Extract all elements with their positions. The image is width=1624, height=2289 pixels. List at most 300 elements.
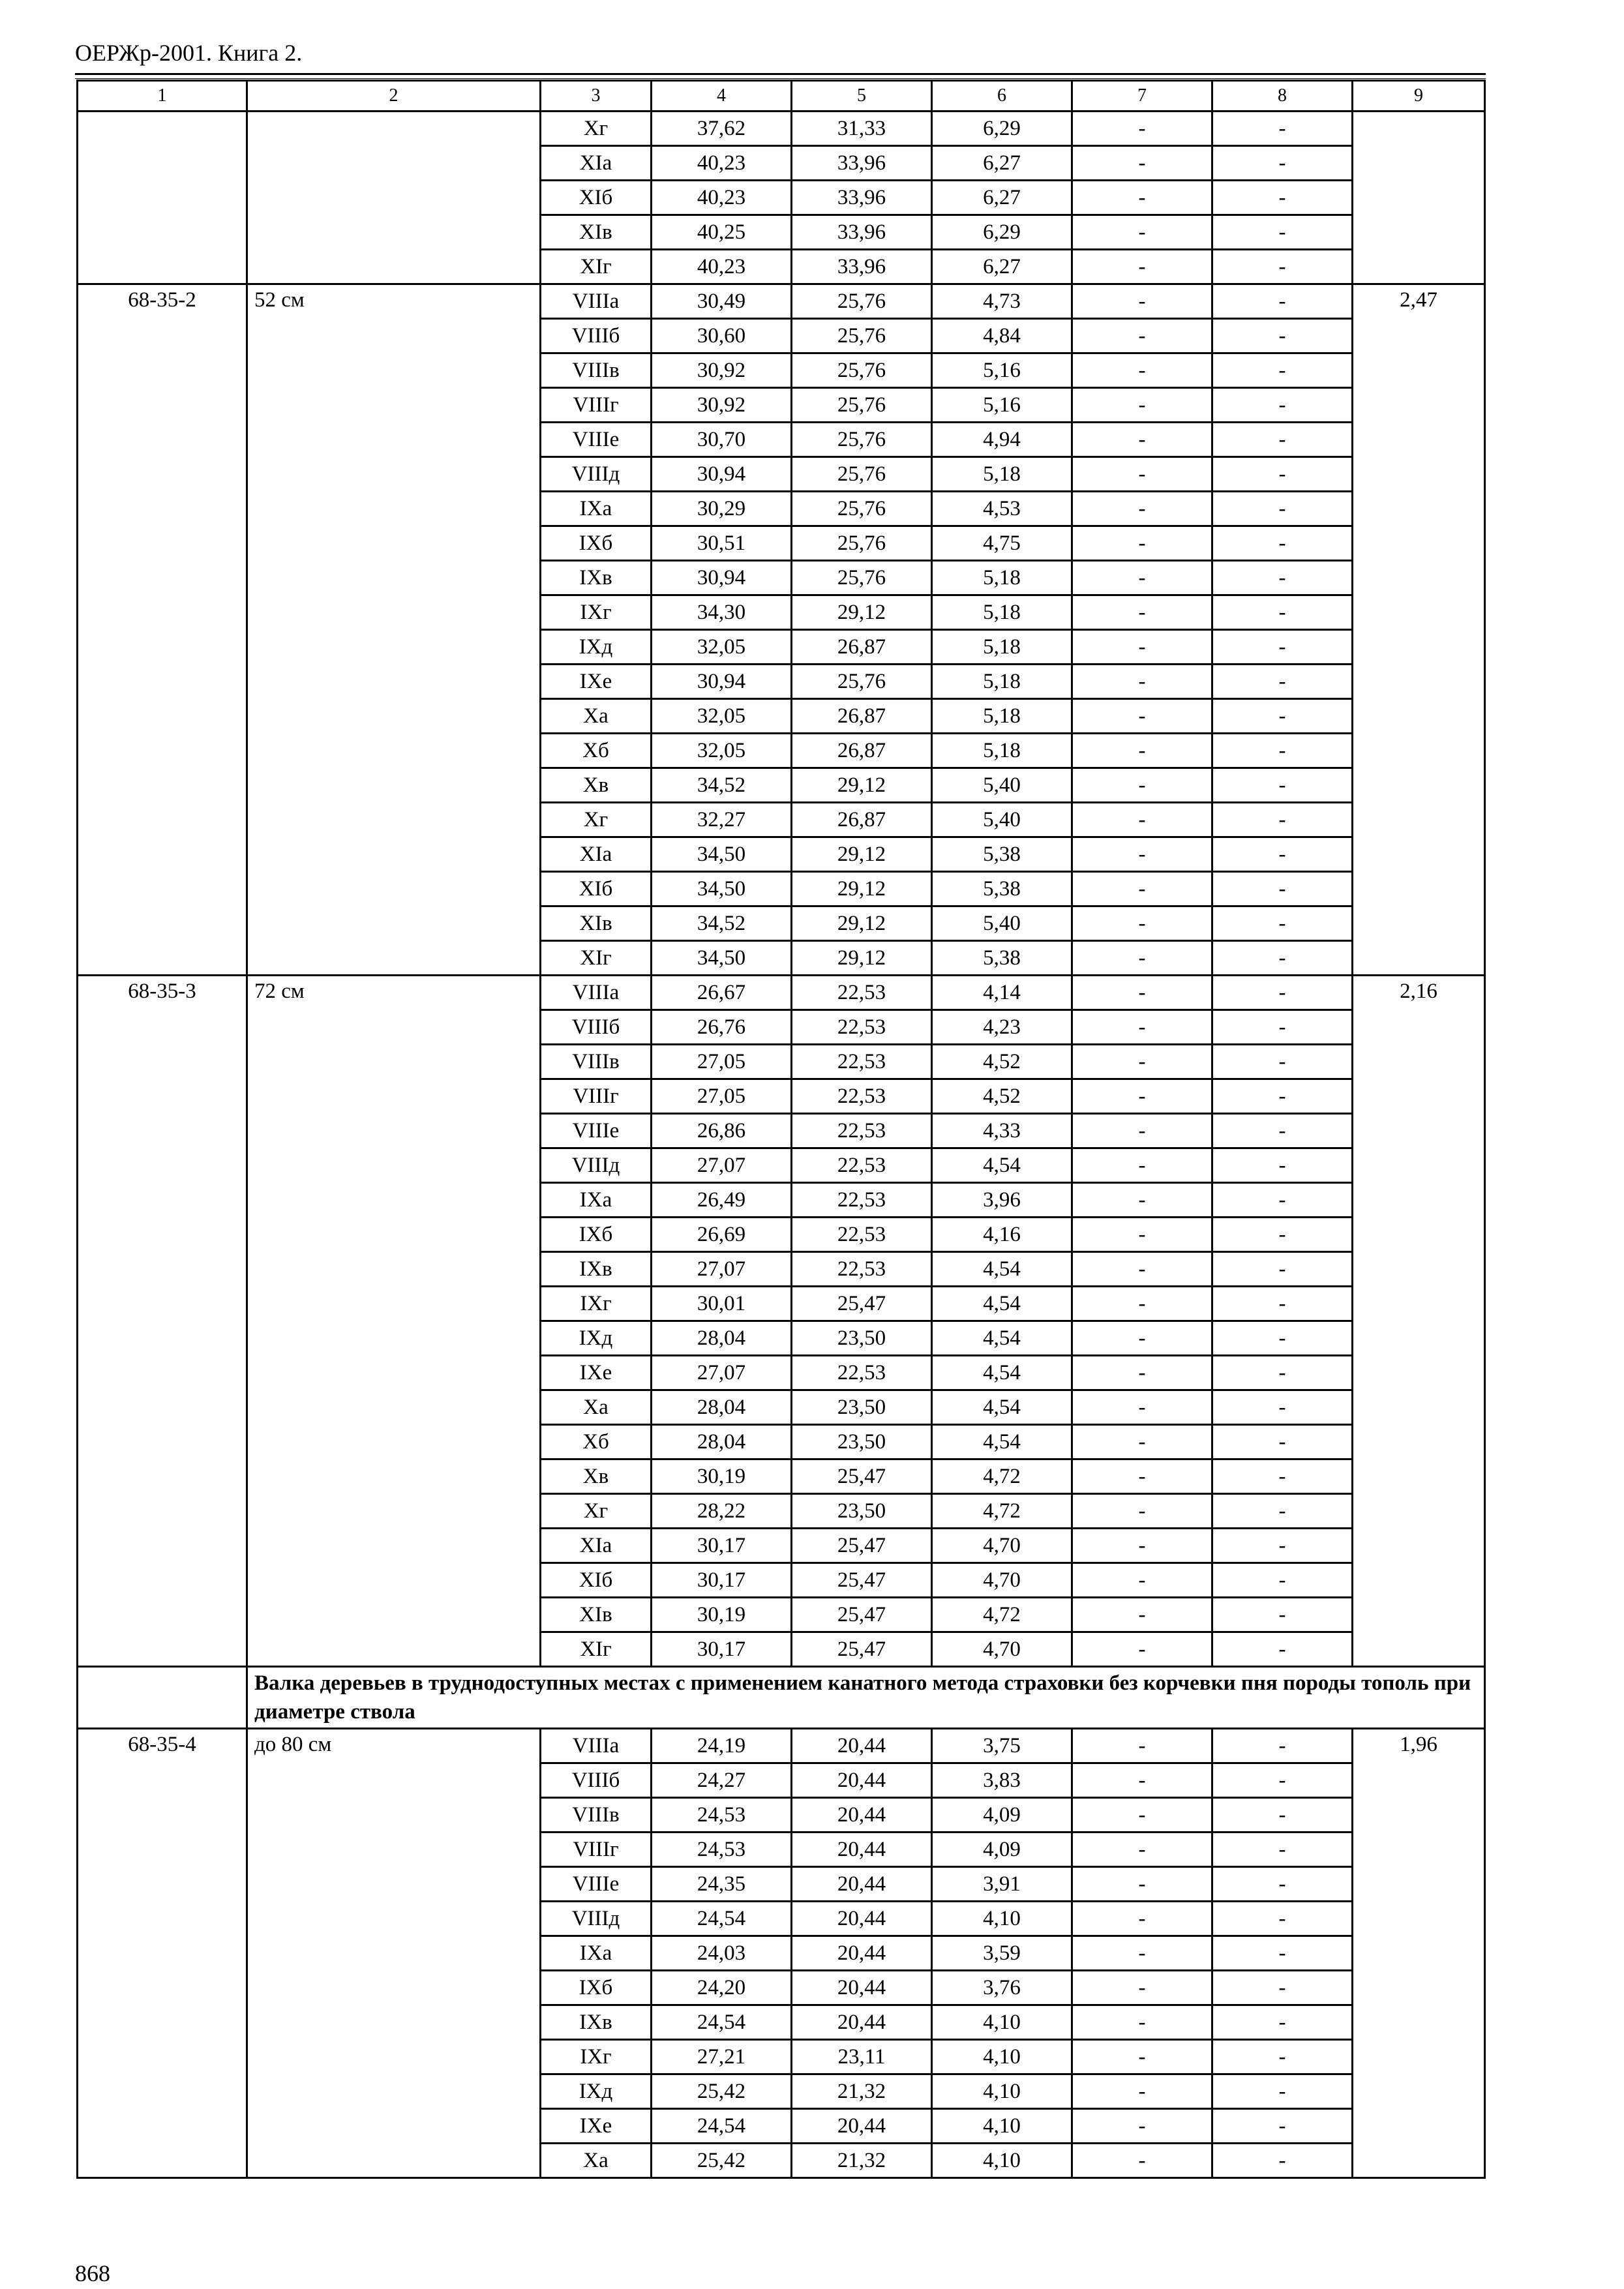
value-cell-7: - [1072, 1321, 1212, 1356]
value-cell-8: - [1212, 1971, 1353, 2005]
value-cell-8: - [1212, 941, 1353, 976]
column-number-row [78, 81, 1485, 112]
value-cell-7: - [1072, 423, 1212, 457]
col9-cell: 2,16 [1353, 976, 1485, 1667]
column-number: 5 [792, 81, 932, 112]
value-cell-4: 30,94 [652, 665, 792, 699]
value-cell-5: 25,47 [792, 1598, 932, 1632]
name-cell: 52 см [247, 284, 541, 976]
value-cell-5: 22,53 [792, 1148, 932, 1183]
value-cell-7: - [1072, 734, 1212, 768]
value-cell-7: - [1072, 1079, 1212, 1114]
category-cell: VIIIд [541, 1148, 652, 1183]
value-cell-5: 20,44 [792, 1936, 932, 1971]
value-cell-7: - [1072, 906, 1212, 941]
column-number: 4 [652, 81, 792, 112]
value-cell-8: - [1212, 1425, 1353, 1459]
value-cell-8: - [1212, 1148, 1353, 1183]
column-number: 6 [932, 81, 1072, 112]
value-cell-7: - [1072, 1529, 1212, 1563]
column-number: 9 [1353, 81, 1485, 112]
value-cell-5: 25,76 [792, 353, 932, 388]
code-cell [78, 1667, 247, 1729]
value-cell-4: 30,49 [652, 284, 792, 319]
value-cell-5: 21,32 [792, 2144, 932, 2178]
value-cell-8: - [1212, 1079, 1353, 1114]
value-cell-8: - [1212, 1010, 1353, 1045]
category-cell: VIIIг [541, 388, 652, 423]
value-cell-5: 29,12 [792, 837, 932, 872]
value-cell-5: 22,53 [792, 1218, 932, 1252]
value-cell-6: 4,09 [932, 1798, 1072, 1833]
category-cell: IXд [541, 2074, 652, 2109]
value-cell-8: - [1212, 699, 1353, 734]
value-cell-7: - [1072, 1114, 1212, 1148]
value-cell-7: - [1072, 561, 1212, 595]
col9-cell [1353, 112, 1485, 284]
value-cell-8: - [1212, 1763, 1353, 1798]
category-cell: IXг [541, 1287, 652, 1321]
value-cell-4: 30,19 [652, 1598, 792, 1632]
value-cell-4: 30,92 [652, 388, 792, 423]
category-cell: Xг [541, 1494, 652, 1529]
value-cell-6: 4,52 [932, 1079, 1072, 1114]
value-cell-5: 26,87 [792, 803, 932, 837]
value-cell-8: - [1212, 665, 1353, 699]
value-cell-6: 3,75 [932, 1729, 1072, 1763]
value-cell-8: - [1212, 734, 1353, 768]
value-cell-6: 6,27 [932, 250, 1072, 284]
value-cell-7: - [1072, 837, 1212, 872]
table-row [78, 112, 1485, 146]
value-cell-7: - [1072, 112, 1212, 146]
value-cell-8: - [1212, 872, 1353, 906]
value-cell-4: 30,92 [652, 353, 792, 388]
category-cell: VIIIе [541, 1867, 652, 1902]
value-cell-7: - [1072, 595, 1212, 630]
value-cell-4: 30,17 [652, 1529, 792, 1563]
value-cell-8: - [1212, 1356, 1353, 1390]
value-cell-6: 4,73 [932, 284, 1072, 319]
value-cell-4: 28,04 [652, 1321, 792, 1356]
value-cell-6: 5,40 [932, 768, 1072, 803]
value-cell-7: - [1072, 2074, 1212, 2109]
value-cell-5: 25,47 [792, 1563, 932, 1598]
value-cell-8: - [1212, 1114, 1353, 1148]
page-number: 868 [75, 2260, 110, 2286]
value-cell-8: - [1212, 492, 1353, 526]
value-cell-4: 30,17 [652, 1563, 792, 1598]
value-cell-6: 4,70 [932, 1632, 1072, 1667]
category-cell: VIIIб [541, 1763, 652, 1798]
value-cell-7: - [1072, 1902, 1212, 1936]
value-cell-6: 4,72 [932, 1598, 1072, 1632]
value-cell-8: - [1212, 1459, 1353, 1494]
value-cell-6: 5,18 [932, 734, 1072, 768]
column-number: 1 [78, 81, 247, 112]
value-cell-7: - [1072, 1390, 1212, 1425]
value-cell-4: 27,07 [652, 1252, 792, 1287]
page-header-title: ОЕРЖр-2001. Книга 2. [75, 40, 303, 66]
value-cell-4: 32,27 [652, 803, 792, 837]
column-number: 8 [1212, 81, 1353, 112]
value-cell-7: - [1072, 872, 1212, 906]
value-cell-5: 20,44 [792, 1763, 932, 1798]
category-cell: IXа [541, 492, 652, 526]
value-cell-7: - [1072, 492, 1212, 526]
value-cell-8: - [1212, 284, 1353, 319]
value-cell-6: 4,10 [932, 1902, 1072, 1936]
value-cell-8: - [1212, 526, 1353, 561]
table-row [78, 284, 1485, 319]
value-cell-7: - [1072, 1598, 1212, 1632]
category-cell: XIг [541, 250, 652, 284]
value-cell-6: 3,91 [932, 1867, 1072, 1902]
category-cell: VIIIд [541, 457, 652, 492]
value-cell-4: 34,30 [652, 595, 792, 630]
value-cell-4: 24,53 [652, 1833, 792, 1867]
value-cell-4: 26,67 [652, 976, 792, 1010]
section-heading-row [78, 1667, 1485, 1729]
value-cell-5: 22,53 [792, 1010, 932, 1045]
value-cell-8: - [1212, 215, 1353, 250]
value-cell-6: 4,09 [932, 1833, 1072, 1867]
value-cell-6: 4,54 [932, 1287, 1072, 1321]
value-cell-6: 4,14 [932, 976, 1072, 1010]
category-cell: IXг [541, 595, 652, 630]
value-cell-4: 24,35 [652, 1867, 792, 1902]
value-cell-8: - [1212, 803, 1353, 837]
value-cell-4: 24,03 [652, 1936, 792, 1971]
value-cell-5: 20,44 [792, 1971, 932, 2005]
value-cell-5: 25,76 [792, 561, 932, 595]
value-cell-4: 24,27 [652, 1763, 792, 1798]
value-cell-4: 37,62 [652, 112, 792, 146]
value-cell-8: - [1212, 112, 1353, 146]
value-cell-6: 4,70 [932, 1563, 1072, 1598]
value-cell-7: - [1072, 803, 1212, 837]
category-cell: IXб [541, 526, 652, 561]
value-cell-6: 3,59 [932, 1936, 1072, 1971]
value-cell-4: 30,94 [652, 561, 792, 595]
value-cell-4: 30,94 [652, 457, 792, 492]
value-cell-5: 23,50 [792, 1494, 932, 1529]
category-cell: IXг [541, 2040, 652, 2074]
value-cell-5: 20,44 [792, 1867, 932, 1902]
value-cell-4: 30,01 [652, 1287, 792, 1321]
value-cell-6: 4,53 [932, 492, 1072, 526]
value-cell-8: - [1212, 595, 1353, 630]
name-cell: до 80 см [247, 1729, 541, 2178]
value-cell-5: 29,12 [792, 906, 932, 941]
column-number: 7 [1072, 81, 1212, 112]
col9-cell: 2,47 [1353, 284, 1485, 976]
value-cell-6: 4,94 [932, 423, 1072, 457]
category-cell: Xа [541, 699, 652, 734]
category-cell: Xб [541, 1425, 652, 1459]
value-cell-6: 6,27 [932, 146, 1072, 181]
value-cell-6: 4,72 [932, 1459, 1072, 1494]
value-cell-8: - [1212, 1252, 1353, 1287]
value-cell-8: - [1212, 1494, 1353, 1529]
value-cell-4: 40,25 [652, 215, 792, 250]
value-cell-8: - [1212, 1632, 1353, 1667]
value-cell-5: 20,44 [792, 1798, 932, 1833]
value-cell-5: 25,76 [792, 423, 932, 457]
category-cell: Xа [541, 2144, 652, 2178]
value-cell-6: 4,23 [932, 1010, 1072, 1045]
value-cell-5: 33,96 [792, 146, 932, 181]
value-cell-6: 3,76 [932, 1971, 1072, 2005]
category-cell: VIIIд [541, 1902, 652, 1936]
category-cell: Xг [541, 803, 652, 837]
category-cell: VIIIа [541, 1729, 652, 1763]
value-cell-4: 28,04 [652, 1390, 792, 1425]
category-cell: Xа [541, 1390, 652, 1425]
value-cell-6: 5,18 [932, 457, 1072, 492]
category-cell: XIа [541, 837, 652, 872]
category-cell: XIб [541, 872, 652, 906]
value-cell-8: - [1212, 2144, 1353, 2178]
value-cell-6: 5,38 [932, 872, 1072, 906]
code-cell: 68-35-2 [78, 284, 247, 976]
value-cell-6: 6,29 [932, 112, 1072, 146]
section-heading: Валка деревьев в труднодоступных местах с применением канатного метода страховки без корчевки пня породы тополь при диаметре ствола [247, 1667, 1485, 1729]
value-cell-8: - [1212, 2109, 1353, 2144]
value-cell-6: 5,40 [932, 803, 1072, 837]
category-cell: XIб [541, 181, 652, 215]
value-cell-8: - [1212, 630, 1353, 665]
value-cell-7: - [1072, 526, 1212, 561]
value-cell-7: - [1072, 319, 1212, 353]
value-cell-7: - [1072, 2005, 1212, 2040]
category-cell: XIв [541, 906, 652, 941]
category-cell: XIв [541, 215, 652, 250]
value-cell-6: 4,70 [932, 1529, 1072, 1563]
category-cell: XIг [541, 1632, 652, 1667]
value-cell-8: - [1212, 2005, 1353, 2040]
column-number: 3 [541, 81, 652, 112]
value-cell-4: 28,04 [652, 1425, 792, 1459]
table-body [78, 81, 1485, 2178]
value-cell-8: - [1212, 768, 1353, 803]
value-cell-6: 4,10 [932, 2074, 1072, 2109]
value-cell-6: 5,18 [932, 665, 1072, 699]
category-cell: Xб [541, 734, 652, 768]
value-cell-7: - [1072, 2040, 1212, 2074]
value-cell-4: 34,52 [652, 768, 792, 803]
value-cell-7: - [1072, 941, 1212, 976]
value-cell-5: 33,96 [792, 250, 932, 284]
category-cell: Xг [541, 112, 652, 146]
value-cell-5: 25,47 [792, 1529, 932, 1563]
value-cell-6: 4,10 [932, 2005, 1072, 2040]
value-cell-6: 5,18 [932, 561, 1072, 595]
category-cell: IXа [541, 1936, 652, 1971]
value-cell-4: 27,07 [652, 1148, 792, 1183]
category-cell: VIIIа [541, 284, 652, 319]
price-table [76, 80, 1486, 2179]
value-cell-6: 4,54 [932, 1321, 1072, 1356]
value-cell-5: 25,47 [792, 1459, 932, 1494]
category-cell: IXе [541, 665, 652, 699]
value-cell-6: 3,96 [932, 1183, 1072, 1218]
value-cell-7: - [1072, 1936, 1212, 1971]
value-cell-7: - [1072, 1971, 1212, 2005]
category-cell: IXб [541, 1971, 652, 2005]
value-cell-6: 5,18 [932, 630, 1072, 665]
value-cell-5: 26,87 [792, 699, 932, 734]
value-cell-8: - [1212, 561, 1353, 595]
value-cell-5: 20,44 [792, 1833, 932, 1867]
category-cell: VIIIе [541, 423, 652, 457]
value-cell-4: 40,23 [652, 181, 792, 215]
value-cell-8: - [1212, 1321, 1353, 1356]
value-cell-7: - [1072, 630, 1212, 665]
value-cell-7: - [1072, 215, 1212, 250]
value-cell-5: 22,53 [792, 1183, 932, 1218]
value-cell-6: 5,16 [932, 388, 1072, 423]
category-cell: VIIIб [541, 1010, 652, 1045]
value-cell-8: - [1212, 388, 1353, 423]
value-cell-4: 30,51 [652, 526, 792, 561]
value-cell-8: - [1212, 423, 1353, 457]
header-rule [75, 73, 1486, 75]
value-cell-4: 34,50 [652, 837, 792, 872]
value-cell-6: 4,54 [932, 1425, 1072, 1459]
value-cell-4: 26,69 [652, 1218, 792, 1252]
value-cell-7: - [1072, 146, 1212, 181]
value-cell-6: 4,54 [932, 1148, 1072, 1183]
header-rule-thin [75, 78, 1486, 79]
category-cell: VIIIв [541, 353, 652, 388]
name-cell [247, 112, 541, 284]
value-cell-4: 24,20 [652, 1971, 792, 2005]
value-cell-5: 25,76 [792, 665, 932, 699]
value-cell-7: - [1072, 1833, 1212, 1867]
category-cell: XIб [541, 1563, 652, 1598]
value-cell-6: 4,54 [932, 1356, 1072, 1390]
value-cell-5: 22,53 [792, 1356, 932, 1390]
value-cell-8: - [1212, 976, 1353, 1010]
value-cell-5: 26,87 [792, 734, 932, 768]
value-cell-5: 22,53 [792, 1079, 932, 1114]
value-cell-6: 5,18 [932, 595, 1072, 630]
value-cell-6: 4,54 [932, 1252, 1072, 1287]
value-cell-6: 4,75 [932, 526, 1072, 561]
value-cell-6: 5,38 [932, 837, 1072, 872]
value-cell-5: 25,76 [792, 319, 932, 353]
value-cell-8: - [1212, 1867, 1353, 1902]
value-cell-5: 25,76 [792, 492, 932, 526]
value-cell-5: 25,47 [792, 1287, 932, 1321]
value-cell-4: 30,70 [652, 423, 792, 457]
value-cell-8: - [1212, 837, 1353, 872]
value-cell-7: - [1072, 1045, 1212, 1079]
value-cell-6: 6,29 [932, 215, 1072, 250]
category-cell: XIа [541, 146, 652, 181]
value-cell-5: 20,44 [792, 1729, 932, 1763]
value-cell-6: 4,16 [932, 1218, 1072, 1252]
value-cell-6: 4,72 [932, 1494, 1072, 1529]
value-cell-7: - [1072, 181, 1212, 215]
value-cell-5: 25,76 [792, 457, 932, 492]
value-cell-4: 30,29 [652, 492, 792, 526]
value-cell-5: 25,76 [792, 284, 932, 319]
value-cell-4: 25,42 [652, 2144, 792, 2178]
value-cell-7: - [1072, 1729, 1212, 1763]
value-cell-4: 32,05 [652, 699, 792, 734]
value-cell-7: - [1072, 665, 1212, 699]
value-cell-4: 25,42 [652, 2074, 792, 2109]
value-cell-5: 25,76 [792, 526, 932, 561]
value-cell-6: 4,10 [932, 2040, 1072, 2074]
category-cell: XIв [541, 1598, 652, 1632]
category-cell: IXе [541, 1356, 652, 1390]
value-cell-7: - [1072, 1632, 1212, 1667]
value-cell-5: 29,12 [792, 872, 932, 906]
value-cell-7: - [1072, 1798, 1212, 1833]
value-cell-4: 26,86 [652, 1114, 792, 1148]
code-cell [78, 112, 247, 284]
value-cell-7: - [1072, 457, 1212, 492]
value-cell-5: 20,44 [792, 2005, 932, 2040]
value-cell-6: 4,52 [932, 1045, 1072, 1079]
value-cell-8: - [1212, 250, 1353, 284]
value-cell-5: 26,87 [792, 630, 932, 665]
value-cell-7: - [1072, 284, 1212, 319]
value-cell-5: 23,50 [792, 1425, 932, 1459]
value-cell-4: 26,49 [652, 1183, 792, 1218]
value-cell-5: 25,76 [792, 388, 932, 423]
value-cell-4: 24,54 [652, 2109, 792, 2144]
value-cell-7: - [1072, 1867, 1212, 1902]
category-cell: VIIIв [541, 1798, 652, 1833]
value-cell-8: - [1212, 1798, 1353, 1833]
value-cell-4: 34,50 [652, 872, 792, 906]
value-cell-5: 33,96 [792, 215, 932, 250]
category-cell: IXе [541, 2109, 652, 2144]
value-cell-4: 34,52 [652, 906, 792, 941]
value-cell-8: - [1212, 1390, 1353, 1425]
value-cell-4: 34,50 [652, 941, 792, 976]
value-cell-6: 4,84 [932, 319, 1072, 353]
value-cell-5: 20,44 [792, 2109, 932, 2144]
category-cell: XIг [541, 941, 652, 976]
category-cell: IXв [541, 561, 652, 595]
value-cell-6: 4,10 [932, 2109, 1072, 2144]
value-cell-8: - [1212, 1729, 1353, 1763]
value-cell-7: - [1072, 1010, 1212, 1045]
value-cell-7: - [1072, 768, 1212, 803]
category-cell: Xв [541, 768, 652, 803]
value-cell-7: - [1072, 1148, 1212, 1183]
value-cell-4: 24,54 [652, 2005, 792, 2040]
value-cell-4: 30,60 [652, 319, 792, 353]
value-cell-4: 32,05 [652, 630, 792, 665]
value-cell-4: 40,23 [652, 250, 792, 284]
name-cell: 72 см [247, 976, 541, 1667]
value-cell-5: 22,53 [792, 976, 932, 1010]
value-cell-4: 30,17 [652, 1632, 792, 1667]
value-cell-4: 27,05 [652, 1079, 792, 1114]
col9-cell: 1,96 [1353, 1729, 1485, 2178]
table-row [78, 1729, 1485, 1763]
value-cell-7: - [1072, 699, 1212, 734]
category-cell: VIIIб [541, 319, 652, 353]
value-cell-6: 4,10 [932, 2144, 1072, 2178]
value-cell-7: - [1072, 1494, 1212, 1529]
